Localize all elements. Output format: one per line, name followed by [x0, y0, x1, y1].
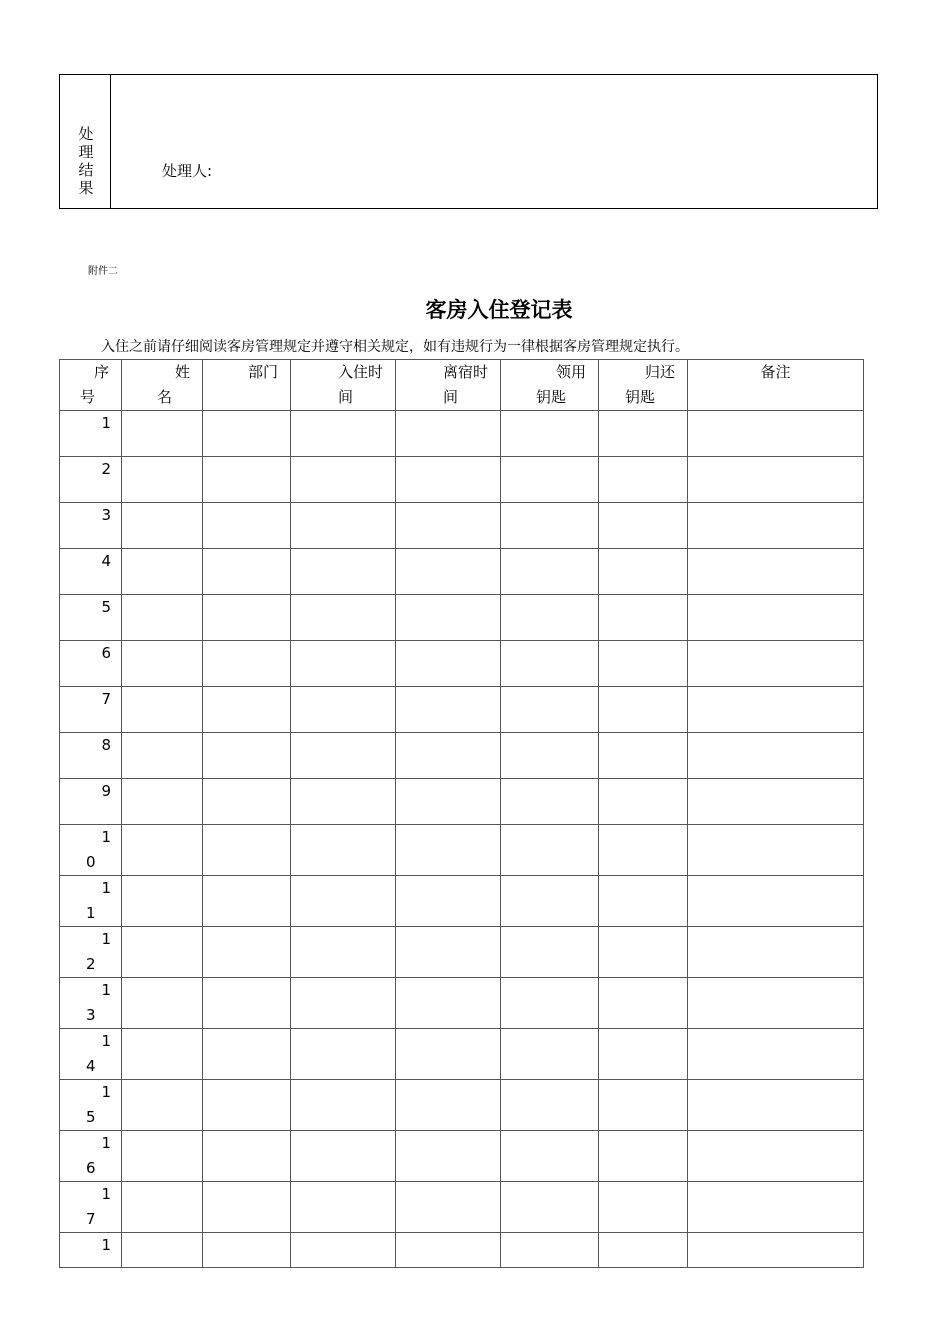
cell-name[interactable] — [122, 927, 203, 978]
row-number: 1 5 — [60, 1080, 122, 1131]
attachment-label: 附件二 — [88, 266, 118, 277]
cell-remarks[interactable] — [688, 1029, 864, 1080]
cell-key-returned[interactable] — [599, 687, 688, 733]
cell-key-received[interactable] — [501, 1080, 599, 1131]
form-title: 客房入住登记表 — [425, 298, 573, 322]
cell-key-received[interactable] — [501, 779, 599, 825]
cell-checkin-time[interactable] — [291, 687, 396, 733]
cell-checkin-time[interactable] — [291, 876, 396, 927]
cell-remarks[interactable] — [688, 733, 864, 779]
cell-checkin-time[interactable] — [291, 641, 396, 687]
cell-checkin-time[interactable] — [291, 1182, 396, 1233]
cell-checkin-time[interactable] — [291, 503, 396, 549]
row-number: 9 — [60, 779, 122, 825]
table-row — [60, 825, 864, 876]
table-row — [60, 457, 864, 503]
cell-department[interactable] — [203, 1080, 291, 1131]
cell-key-returned[interactable] — [599, 779, 688, 825]
cell-checkout-time[interactable] — [396, 641, 501, 687]
cell-checkout-time[interactable] — [396, 549, 501, 595]
cell-checkin-time[interactable] — [291, 411, 396, 457]
table-header-row — [60, 360, 864, 411]
cell-name[interactable] — [122, 457, 203, 503]
table-row — [60, 503, 864, 549]
cell-checkout-time[interactable] — [396, 876, 501, 927]
cell-key-received[interactable] — [501, 549, 599, 595]
cell-key-returned[interactable] — [599, 1233, 688, 1268]
row-number: 1 — [60, 1233, 122, 1268]
cell-name[interactable] — [122, 1182, 203, 1233]
table-row — [60, 876, 864, 927]
row-number: 1 2 — [60, 927, 122, 978]
cell-department[interactable] — [203, 687, 291, 733]
cell-name[interactable] — [122, 503, 203, 549]
row-number: 2 — [60, 457, 122, 503]
cell-checkout-time[interactable] — [396, 733, 501, 779]
cell-department[interactable] — [203, 927, 291, 978]
cell-checkout-time[interactable] — [396, 687, 501, 733]
cell-remarks[interactable] — [688, 1131, 864, 1182]
table-row — [60, 641, 864, 687]
cell-key-returned[interactable] — [599, 927, 688, 978]
cell-remarks[interactable] — [688, 457, 864, 503]
table-row — [60, 687, 864, 733]
cell-department[interactable] — [203, 641, 291, 687]
label-char: 理 — [78, 143, 94, 161]
cell-name[interactable] — [122, 733, 203, 779]
cell-remarks[interactable] — [688, 1233, 864, 1268]
table-row — [60, 927, 864, 978]
column-header-name: 姓 名 — [122, 360, 203, 411]
table-row — [60, 1080, 864, 1131]
column-header-key-received: 领用 钥匙 — [501, 360, 599, 411]
cell-key-received[interactable] — [501, 411, 599, 457]
cell-key-received[interactable] — [501, 1029, 599, 1080]
table-row — [60, 1182, 864, 1233]
table-row — [60, 549, 864, 595]
column-header-index: 序 号 — [60, 360, 122, 411]
table-row — [60, 595, 864, 641]
cell-department[interactable] — [203, 549, 291, 595]
cell-remarks[interactable] — [688, 1182, 864, 1233]
cell-checkin-time[interactable] — [291, 1131, 396, 1182]
cell-key-received[interactable] — [501, 978, 599, 1029]
cell-remarks[interactable] — [688, 595, 864, 641]
cell-department[interactable] — [203, 733, 291, 779]
cell-checkout-time[interactable] — [396, 503, 501, 549]
cell-checkin-time[interactable] — [291, 1233, 396, 1268]
cell-key-received[interactable] — [501, 641, 599, 687]
cell-key-returned[interactable] — [599, 1182, 688, 1233]
cell-department[interactable] — [203, 457, 291, 503]
registration-table — [59, 359, 864, 1268]
cell-key-returned[interactable] — [599, 1131, 688, 1182]
cell-key-returned[interactable] — [599, 595, 688, 641]
cell-name[interactable] — [122, 876, 203, 927]
table-row — [60, 411, 864, 457]
cell-key-returned[interactable] — [599, 1029, 688, 1080]
cell-checkout-time[interactable] — [396, 1131, 501, 1182]
cell-remarks[interactable] — [688, 687, 864, 733]
cell-checkin-time[interactable] — [291, 549, 396, 595]
cell-key-received[interactable] — [501, 595, 599, 641]
cell-checkout-time[interactable] — [396, 457, 501, 503]
cell-key-received[interactable] — [501, 503, 599, 549]
table-row — [60, 1233, 864, 1268]
cell-department[interactable] — [203, 876, 291, 927]
cell-remarks[interactable] — [688, 779, 864, 825]
cell-department[interactable] — [203, 1233, 291, 1268]
cell-name[interactable] — [122, 1029, 203, 1080]
cell-key-returned[interactable] — [599, 825, 688, 876]
cell-checkout-time[interactable] — [396, 825, 501, 876]
cell-remarks[interactable] — [688, 549, 864, 595]
cell-department[interactable] — [203, 1131, 291, 1182]
cell-key-received[interactable] — [501, 1182, 599, 1233]
cell-key-returned[interactable] — [599, 978, 688, 1029]
row-number: 1 0 — [60, 825, 122, 876]
cell-key-received[interactable] — [501, 457, 599, 503]
row-number: 8 — [60, 733, 122, 779]
cell-name[interactable] — [122, 1131, 203, 1182]
row-number: 1 7 — [60, 1182, 122, 1233]
label-char: 结 — [78, 161, 94, 179]
cell-key-received[interactable] — [501, 733, 599, 779]
processing-result-label — [77, 125, 95, 197]
cell-name[interactable] — [122, 779, 203, 825]
cell-key-received[interactable] — [501, 825, 599, 876]
cell-remarks[interactable] — [688, 641, 864, 687]
row-number: 6 — [60, 641, 122, 687]
cell-name[interactable] — [122, 978, 203, 1029]
cell-checkin-time[interactable] — [291, 1029, 396, 1080]
cell-name[interactable] — [122, 549, 203, 595]
cell-key-returned[interactable] — [599, 549, 688, 595]
cell-department[interactable] — [203, 411, 291, 457]
cell-checkout-time[interactable] — [396, 1233, 501, 1268]
cell-department[interactable] — [203, 825, 291, 876]
table-row — [60, 779, 864, 825]
row-number: 1 3 — [60, 978, 122, 1029]
cell-key-returned[interactable] — [599, 503, 688, 549]
cell-checkout-time[interactable] — [396, 779, 501, 825]
label-char: 果 — [78, 179, 94, 197]
row-number: 1 4 — [60, 1029, 122, 1080]
table-row — [60, 978, 864, 1029]
cell-checkin-time[interactable] — [291, 1080, 396, 1131]
label-char: 处 — [78, 125, 94, 143]
cell-remarks[interactable] — [688, 1080, 864, 1131]
cell-key-returned[interactable] — [599, 457, 688, 503]
processing-result-box — [59, 74, 878, 209]
column-header-checkout-time: 离宿时 间 — [396, 360, 501, 411]
row-number: 1 1 — [60, 876, 122, 927]
cell-name[interactable] — [122, 825, 203, 876]
form-notice: 入住之前请仔细阅读客房管理规定并遵守相关规定，如有违规行为一律根据客房管理规定执行。 — [101, 339, 689, 355]
cell-checkout-time[interactable] — [396, 1182, 501, 1233]
cell-key-returned[interactable] — [599, 733, 688, 779]
handler-field[interactable]: 处理人: — [162, 162, 213, 180]
column-header-checkin-time: 入住时 间 — [291, 360, 396, 411]
row-number: 7 — [60, 687, 122, 733]
row-number: 1 — [60, 411, 122, 457]
table-row — [60, 1131, 864, 1182]
cell-name[interactable] — [122, 641, 203, 687]
cell-department[interactable] — [203, 1029, 291, 1080]
column-header-remarks: 备注 — [688, 360, 864, 411]
cell-name[interactable] — [122, 687, 203, 733]
cell-remarks[interactable] — [688, 876, 864, 927]
cell-key-returned[interactable] — [599, 641, 688, 687]
table-row — [60, 1029, 864, 1080]
cell-remarks[interactable] — [688, 927, 864, 978]
cell-remarks[interactable] — [688, 978, 864, 1029]
column-header-key-returned: 归还 钥匙 — [599, 360, 688, 411]
cell-key-returned[interactable] — [599, 876, 688, 927]
cell-department[interactable] — [203, 595, 291, 641]
cell-checkout-time[interactable] — [396, 978, 501, 1029]
cell-key-received[interactable] — [501, 1131, 599, 1182]
row-number: 5 — [60, 595, 122, 641]
cell-remarks[interactable] — [688, 825, 864, 876]
cell-checkin-time[interactable] — [291, 927, 396, 978]
cell-department[interactable] — [203, 1182, 291, 1233]
cell-key-received[interactable] — [501, 927, 599, 978]
cell-key-received[interactable] — [501, 876, 599, 927]
processing-result-label-cell — [60, 75, 111, 208]
cell-checkout-time[interactable] — [396, 1080, 501, 1131]
cell-remarks[interactable] — [688, 411, 864, 457]
cell-checkout-time[interactable] — [396, 411, 501, 457]
cell-checkout-time[interactable] — [396, 927, 501, 978]
cell-key-returned[interactable] — [599, 1080, 688, 1131]
row-number: 1 6 — [60, 1131, 122, 1182]
cell-checkin-time[interactable] — [291, 457, 396, 503]
cell-remarks[interactable] — [688, 503, 864, 549]
cell-checkin-time[interactable] — [291, 733, 396, 779]
cell-name[interactable] — [122, 1233, 203, 1268]
cell-department[interactable] — [203, 503, 291, 549]
cell-checkin-time[interactable] — [291, 825, 396, 876]
cell-key-received[interactable] — [501, 687, 599, 733]
cell-name[interactable] — [122, 411, 203, 457]
row-number: 4 — [60, 549, 122, 595]
column-header-department: 部门 — [203, 360, 291, 411]
cell-checkin-time[interactable] — [291, 779, 396, 825]
cell-key-returned[interactable] — [599, 411, 688, 457]
row-number: 3 — [60, 503, 122, 549]
cell-name[interactable] — [122, 1080, 203, 1131]
cell-name[interactable] — [122, 595, 203, 641]
cell-checkin-time[interactable] — [291, 595, 396, 641]
cell-department[interactable] — [203, 779, 291, 825]
cell-key-received[interactable] — [501, 1233, 599, 1268]
cell-checkin-time[interactable] — [291, 978, 396, 1029]
cell-department[interactable] — [203, 978, 291, 1029]
cell-checkout-time[interactable] — [396, 1029, 501, 1080]
table-row — [60, 733, 864, 779]
cell-checkout-time[interactable] — [396, 595, 501, 641]
